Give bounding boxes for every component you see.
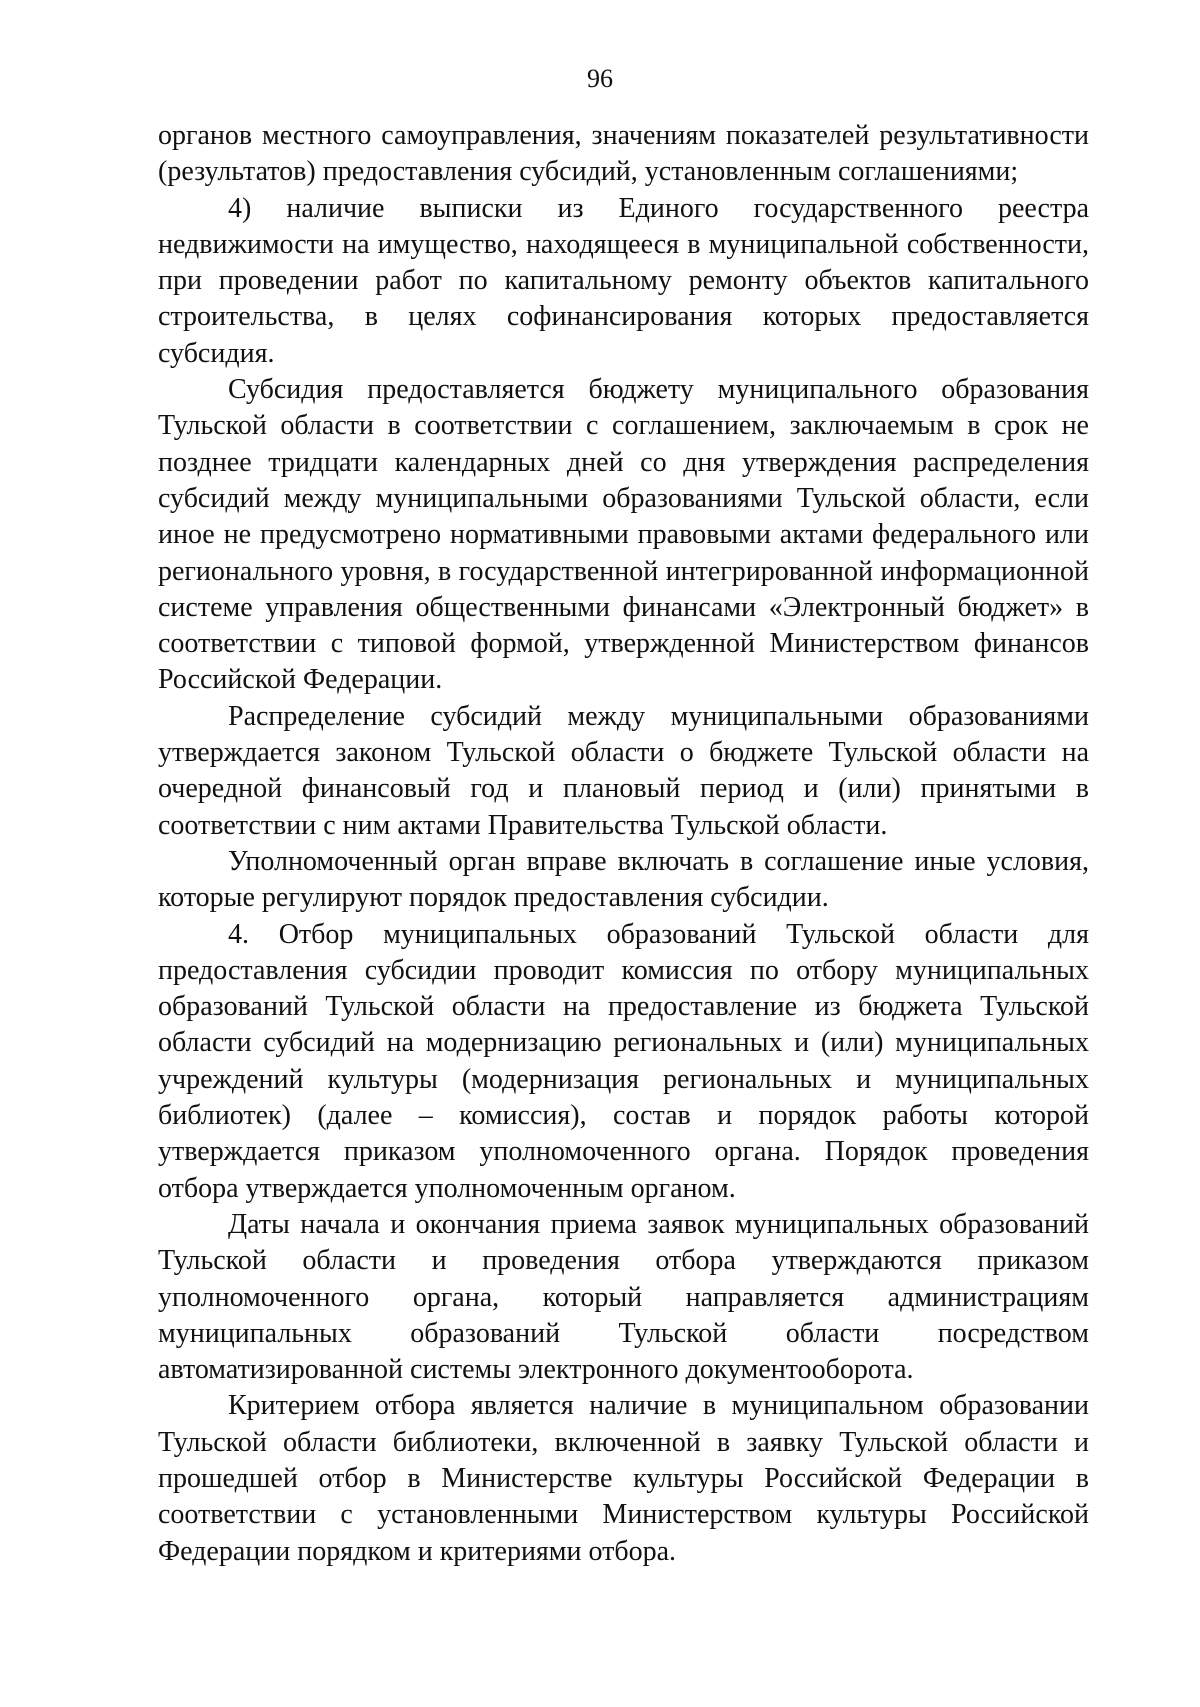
paragraph-continuation: органов местного самоуправления, значениям показателей результативности (результатов) предоставления субсидий, установленным соглашениями; <box>158 120 1089 188</box>
paragraph-application-dates: Даты начала и окончания приема заявок муниципальных образований Тульской области и проведения отбора утверждаются приказом уполномоченного органа, который направляется администрациям муниципальных образований Тульской области посредством автоматизированной системы электронного документооборота. <box>158 1208 1089 1386</box>
paragraph-subsidy-distribution: Распределение субсидий между муниципальными образованиями утверждается законом Тульской области о бюджете Тульской области на очередной финансовый год и плановый период и (или) принятыми в соответствии с ним актами Правительства Тульской области. <box>158 700 1089 841</box>
page-number: 96 <box>587 64 613 93</box>
document-body <box>158 118 1089 1570</box>
paragraph-item-4-extract: 4) наличие выписки из Единого государственного реестра недвижимости на имущество, находящееся в муниципальной собственности, при проведении работ по капитальному ремонту объектов капитального строительства, в целях софинансирования которых предоставляется субсидия. <box>158 192 1089 369</box>
paragraph-additional-conditions: Уполномоченный орган вправе включать в соглашение иные условия, которые регулируют порядок предоставления субсидии. <box>158 845 1089 914</box>
paragraph-section-4-selection: 4. Отбор муниципальных образований Тульской области для предоставления субсидии проводит комиссия по отбору муниципальных образований Тульской области на предоставление из бюджета Тульской области субсидий на модернизацию региональных и (или) муниципальных учреждений культуры (модернизация региональных и муниципальных библиотек) (далее – комиссия), состав и порядок работы которой утверждается приказом уполномоченного органа. Порядок проведения отбора утверждается уполномоченным органом. <box>158 918 1089 1204</box>
paragraph-subsidy-agreement: Субсидия предоставляется бюджету муниципального образования Тульской области в соответствии с соглашением, заключаемым в срок не позднее тридцати календарных дней со дня утверждения распределения субсидий между муниципальными образованиями Тульской области, если иное не предусмотрено нормативными правовыми актами федерального или регионального уровня, в государственной интегрированной информационной системе управления общественными финансами «Электронный бюджет» в соответствии с типовой формой, утвержденной Министерством финансов Российской Федерации. <box>158 374 1089 696</box>
paragraph-selection-criterion: Критерием отбора является наличие в муниципальном образовании Тульской области библиотеки, включенной в заявку Тульской области и прошедшей отбор в Министерстве культуры Российской Федерации в соответствии с установленными Министерством культуры Российской Федерации порядком и критериями отбора. <box>158 1390 1089 1567</box>
